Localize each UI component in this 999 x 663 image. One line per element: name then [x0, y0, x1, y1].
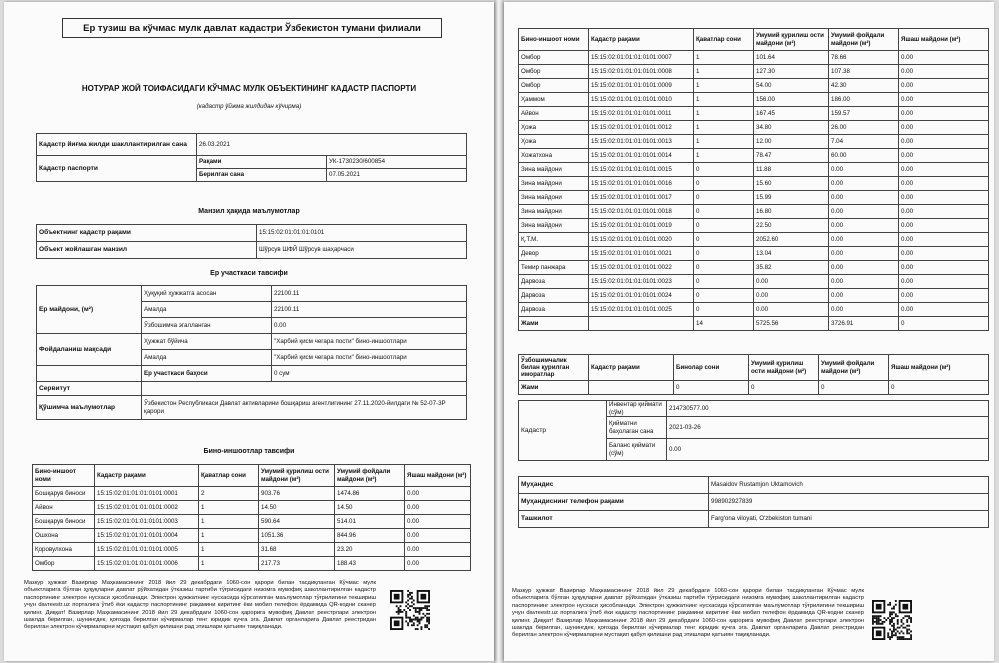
passport-page-left — [4, 2, 494, 661]
unauth-header-0: Ўзбошимчалик билан қурилган иморатлар — [519, 355, 589, 381]
building-cell: Ҳаммом — [519, 93, 589, 107]
qr-code-icon — [872, 600, 912, 640]
building-cell: 15:15:02:01:01:01:0101:0006 — [95, 557, 199, 571]
building-cell: 1 — [694, 51, 754, 65]
unauth-total-cell: 0 — [749, 381, 819, 395]
building-cell: Темир панжара — [519, 261, 589, 275]
land-use-label: Фойдаланиш мақсади — [37, 334, 142, 366]
building-cell: 23.20 — [335, 543, 405, 557]
table-row — [519, 163, 989, 177]
building-cell: 0.00 — [405, 515, 471, 529]
building-cell: Омбор — [33, 557, 95, 571]
cadastre-number-label: Объектнинг кадастр рақами — [37, 225, 257, 242]
building-cell: 0 — [694, 233, 754, 247]
land-value-label: Ер участкаси баҳоси — [142, 366, 272, 382]
building-cell: 15:15:02:01:01:01:0101:0016 — [589, 177, 694, 191]
buildings-right-header-1: Кадастр рақами — [589, 29, 694, 51]
building-cell: Дарвоза — [519, 289, 589, 303]
building-cell: 167.45 — [754, 107, 829, 121]
buildings-left-header-0: Бино-иншоот номи — [33, 465, 95, 487]
land-use-doc-value: "Харбий қисм чегара пости" бино-иншоотлари — [272, 334, 467, 350]
building-cell: 1 — [199, 515, 259, 529]
inventory-value: 214730577.00 — [667, 401, 989, 417]
land-actual-value: 22100.11 — [272, 302, 467, 318]
cadastre-value-label: Кадастр — [519, 401, 607, 461]
building-cell: Ошхона — [33, 529, 95, 543]
building-cell: 0.00 — [829, 289, 899, 303]
table-row — [519, 261, 989, 275]
table-row — [519, 65, 989, 79]
unauth-header-1: Кадастр рақами — [589, 355, 674, 381]
building-cell: 0.00 — [899, 247, 989, 261]
building-cell: 0 — [694, 205, 754, 219]
building-cell: 0.00 — [405, 487, 471, 501]
land-area-label: Ер майдони, (м²) — [37, 286, 142, 334]
building-cell: 159.57 — [829, 107, 899, 121]
building-cell: 217.73 — [259, 557, 335, 571]
total-cell: 14 — [694, 317, 754, 331]
land-table — [36, 285, 467, 420]
engineer-table — [518, 476, 989, 528]
building-cell: 12.00 — [754, 135, 829, 149]
building-cell: 0.00 — [829, 219, 899, 233]
buildings-left-header-3: Умумий қурилиш ости майдони (м²) — [259, 465, 335, 487]
building-cell: Ҳожа — [519, 121, 589, 135]
total-cell: Жами — [519, 317, 589, 331]
building-cell: Зина майдони — [519, 205, 589, 219]
building-cell: 0 — [694, 191, 754, 205]
building-cell: 1 — [694, 107, 754, 121]
building-cell: 15:15:02:01:01:01:0101:0015 — [589, 163, 694, 177]
buildings-left-header-1: Кадастр рақами — [95, 465, 199, 487]
land-docs-label: Ҳуқуқий ҳужжатга асосан — [142, 286, 272, 302]
building-cell: 16.80 — [754, 205, 829, 219]
building-cell: 590.64 — [259, 515, 335, 529]
building-cell: 0.00 — [829, 177, 899, 191]
building-cell: 15:15:02:01:01:01:0101:0007 — [589, 51, 694, 65]
building-cell: 0.00 — [899, 177, 989, 191]
table-row — [519, 191, 989, 205]
building-cell: 78.47 — [754, 149, 829, 163]
building-cell: 0.00 — [899, 121, 989, 135]
building-cell: 188.43 — [335, 557, 405, 571]
passport-issued-value: 07.05.2021 — [327, 169, 467, 182]
building-cell: Омбор — [519, 79, 589, 93]
balance-value-label: Баланс қиймати (сўм) — [607, 439, 667, 461]
building-cell: Дарвоза — [519, 303, 589, 317]
building-cell: 156.00 — [754, 93, 829, 107]
building-cell: 0.00 — [829, 275, 899, 289]
unauth-header-3: Умумий қурилиш ости майдони (м²) — [749, 355, 819, 381]
table-row — [519, 205, 989, 219]
total-cell: 0 — [899, 317, 989, 331]
engineer-phone-value: 998902927839 — [709, 494, 989, 511]
building-cell: 15:15:02:01:01:01:0101:0023 — [589, 275, 694, 289]
passport-page-right — [504, 2, 994, 661]
building-cell: 22.50 — [754, 219, 829, 233]
building-cell: 101.64 — [754, 51, 829, 65]
building-cell: 1 — [694, 65, 754, 79]
object-address-label: Объект жойлашган манзил — [37, 242, 257, 259]
registration-table — [36, 133, 467, 182]
building-cell: 15:15:02:01:01:01:0101:0018 — [589, 205, 694, 219]
passport-number-label: Рақами — [197, 156, 327, 169]
buildings-right-header-2: Қаватлар сони — [694, 29, 754, 51]
buildings-table-left — [32, 464, 471, 571]
building-cell: 0.00 — [899, 79, 989, 93]
building-cell: 15.60 — [754, 177, 829, 191]
building-cell: 15:15:02:01:01:01:0101:0013 — [589, 135, 694, 149]
building-cell: Зина майдони — [519, 177, 589, 191]
building-cell: 0 — [694, 261, 754, 275]
building-cell: 0 — [694, 275, 754, 289]
building-cell: 15:15:02:01:01:01:0101:0021 — [589, 247, 694, 261]
building-cell: 1 — [199, 557, 259, 571]
building-cell: 0.00 — [829, 233, 899, 247]
buildings-right-header-3: Умумий қурилиш ости майдони (м²) — [754, 29, 829, 51]
table-row — [33, 557, 471, 571]
land-value-value: 0 сум — [272, 366, 467, 382]
building-cell: 0.00 — [899, 65, 989, 79]
qr-code-icon — [390, 590, 430, 630]
building-cell: Зина майдони — [519, 163, 589, 177]
building-cell: 844.96 — [335, 529, 405, 543]
land-actual-label: Амалда — [142, 302, 272, 318]
building-cell: 0 — [694, 163, 754, 177]
building-cell: 1 — [694, 135, 754, 149]
building-cell: Омбор — [519, 65, 589, 79]
passport-number-value: УК-1730230/600854 — [327, 156, 467, 169]
buildings-section-title: Бино-иншоотлар тавсифи — [203, 448, 295, 455]
balance-value: 0.00 — [667, 439, 989, 461]
table-row — [519, 247, 989, 261]
buildings-table-right — [518, 28, 989, 331]
valuation-date-label: Қийматни баҳолаган сана — [607, 417, 667, 439]
building-cell: 15:15:02:01:01:01:0101:0017 — [589, 191, 694, 205]
building-cell: 0 — [694, 177, 754, 191]
total-cell: 3726.91 — [829, 317, 899, 331]
buildings-total-row — [519, 317, 989, 331]
building-cell: 15:15:02:01:01:01:0101:0025 — [589, 303, 694, 317]
building-cell: 0 — [694, 303, 754, 317]
building-cell: 42.30 — [829, 79, 899, 93]
building-cell: 903.76 — [259, 487, 335, 501]
unauth-total-cell: 0 — [674, 381, 749, 395]
building-cell: 14.50 — [259, 501, 335, 515]
building-cell: 15:15:02:01:01:01:0101:0010 — [589, 93, 694, 107]
building-cell: 15:15:02:01:01:01:0101:0003 — [95, 515, 199, 529]
buildings-left-header-5: Яшаш майдони (м²) — [405, 465, 471, 487]
table-row — [33, 515, 471, 529]
building-cell: Қ.Т.М. — [519, 233, 589, 247]
building-cell: 26.00 — [829, 121, 899, 135]
table-row — [519, 149, 989, 163]
table-row — [519, 93, 989, 107]
unauth-total-cell: 0 — [819, 381, 889, 395]
engineer-name-label: Муҳандис — [519, 477, 709, 494]
inventory-value-label: Инвентар қиймати (сўм) — [607, 401, 667, 417]
building-cell: 0.00 — [829, 205, 899, 219]
building-cell: 1 — [199, 529, 259, 543]
building-cell: Ҳожа — [519, 135, 589, 149]
building-cell: 0.00 — [899, 261, 989, 275]
building-cell: 1 — [694, 149, 754, 163]
engineer-name-value: Masaidov Rustamjon Uktamovich — [709, 477, 989, 494]
building-cell: 0.00 — [754, 275, 829, 289]
book-gutter — [494, 0, 504, 663]
table-row — [519, 219, 989, 233]
building-cell: 0.00 — [899, 303, 989, 317]
building-cell: 15:15:02:01:01:01:0101:0014 — [589, 149, 694, 163]
table-row — [519, 177, 989, 191]
valuation-date-value: 2021-03-26 — [667, 417, 989, 439]
building-cell: 0.00 — [405, 543, 471, 557]
building-cell: 0.00 — [899, 149, 989, 163]
building-cell: 1 — [694, 79, 754, 93]
building-cell: 54.00 — [754, 79, 829, 93]
unauth-total-cell: Жами — [519, 381, 589, 395]
extra-info-label: Қўшимча маълумотлар — [37, 396, 142, 420]
building-cell: 0.00 — [899, 289, 989, 303]
buildings-left-header-4: Умумий фойдали майдони (м²) — [335, 465, 405, 487]
passport-title: НОТУРАР ЖОЙ ТОИФАСИДАГИ КЎЧМАС МУЛК ОБЪЕКТИНИНГ КАДАСТР ПАСПОРТИ — [81, 84, 417, 93]
building-cell: 15:15:02:01:01:01:0101:0022 — [589, 261, 694, 275]
building-cell: 1 — [199, 543, 259, 557]
building-cell: 34.80 — [754, 121, 829, 135]
total-cell: 5725.56 — [754, 317, 829, 331]
building-cell: Зина майдони — [519, 219, 589, 233]
buildings-right-header-4: Умумий фойдали майдони (м²) — [829, 29, 899, 51]
building-cell: 0.00 — [754, 289, 829, 303]
land-unauth-value: 0.00 — [272, 318, 467, 334]
land-use-actual-label: Амалда — [142, 350, 272, 366]
table-row — [519, 233, 989, 247]
building-cell: 0 — [694, 247, 754, 261]
building-cell: 2 — [199, 487, 259, 501]
building-cell: 15:15:02:01:01:01:0101:0008 — [589, 65, 694, 79]
building-cell: 15.99 — [754, 191, 829, 205]
footer-note-left: Мазкур ҳужжат Вазирлар Маҳкамасининг 2018 йил 29 декабрдаги 1060-сон қарори билан тасдиқланган Кўчмас мулк объектларига бўлган ҳуқуқларни давлат рўйхатидан ўтказиш тартиби тўғрисидаги низомга мувофиқ шакллантирилган кадастр паспортининг электрон нусхаси ҳисобланади. Электрон ҳужжатнинг нусхасида кўрсатилган маълумотлар тўғрилигини текшириш учун davreestr.uz порталига ўтиб ёки кадастр паспортининг рақамини киритинг ёки мобил телефон ёрдамида QR-кодни сканер қилинг. Диққат! Вазирлар Маҳкамасининг 2018 йил 29 декабрдаги 1060-сон қарорига мувофиқ Давлат реестрлари электрон шаклда берилган, шунингдек, қоғозда берилган кўчирмалар тенг юридик кучга эга. Давлат органларига Давлат реестридан берилган электрон кўчирмаларни мустақил қабул қилишни рад этишлари қатъиян тақиқланади. — [24, 580, 376, 631]
building-cell: 1 — [199, 501, 259, 515]
unauthorized-buildings-table — [518, 354, 989, 395]
unauth-header-4: Умумий фойдали майдони (м²) — [819, 355, 889, 381]
unauth-total-cell — [589, 381, 674, 395]
passport-subtitle: (кадастр ўйжма жилдидан кўчирма) — [196, 103, 302, 110]
unauth-header-5: Яшаш майдони (м²) — [889, 355, 989, 381]
reg-date-label: Кадастр йиғма жилди шакллантирилган сана — [37, 134, 197, 156]
building-cell: 0.00 — [405, 557, 471, 571]
total-cell — [589, 317, 694, 331]
building-cell: 1474.86 — [335, 487, 405, 501]
building-cell: Зина майдони — [519, 191, 589, 205]
table-row — [33, 529, 471, 543]
building-cell: 15:15:02:01:01:01:0101:0005 — [95, 543, 199, 557]
building-cell: 15:15:02:01:01:01:0101:0004 — [95, 529, 199, 543]
building-cell: 15:15:02:01:01:01:0101:0009 — [589, 79, 694, 93]
building-cell: 15:15:02:01:01:01:0101:0012 — [589, 121, 694, 135]
building-cell: 186.00 — [829, 93, 899, 107]
table-row — [519, 51, 989, 65]
building-cell: 0.00 — [829, 261, 899, 275]
building-cell: 514.01 — [335, 515, 405, 529]
table-row — [519, 135, 989, 149]
reg-date-value: 26.03.2021 — [197, 134, 467, 156]
building-cell: 11.88 — [754, 163, 829, 177]
building-cell: Хожатхона — [519, 149, 589, 163]
table-row — [33, 487, 471, 501]
building-cell: 13.04 — [754, 247, 829, 261]
building-cell: 15:15:02:01:01:01:0101:0024 — [589, 289, 694, 303]
building-cell: 2052.60 — [754, 233, 829, 247]
buildings-left-header-2: Қаватлар сони — [199, 465, 259, 487]
building-cell: 0.00 — [899, 205, 989, 219]
building-cell: 0.00 — [754, 303, 829, 317]
servitude-label: Сервитут — [37, 382, 142, 396]
table-row — [519, 107, 989, 121]
building-cell: Омбор — [519, 51, 589, 65]
building-cell: 7.04 — [829, 135, 899, 149]
building-cell: 15:15:02:01:01:01:0101:0002 — [95, 501, 199, 515]
table-row — [519, 121, 989, 135]
building-cell: 1051.36 — [259, 529, 335, 543]
building-cell: 15:15:02:01:01:01:0101:0001 — [95, 487, 199, 501]
building-cell: 0.00 — [899, 163, 989, 177]
building-cell: 0.00 — [899, 93, 989, 107]
buildings-right-header-5: Яшаш майдони (м²) — [899, 29, 989, 51]
building-cell: 1 — [694, 121, 754, 135]
land-use-doc-label: Ҳужжат бўйича — [142, 334, 272, 350]
building-cell: 0.00 — [899, 191, 989, 205]
address-table — [36, 224, 467, 259]
passport-label: Кадастр паспорти — [37, 156, 197, 182]
table-row — [33, 501, 471, 515]
building-cell: 1 — [694, 93, 754, 107]
building-cell: 127.30 — [754, 65, 829, 79]
building-cell: 60.00 — [829, 149, 899, 163]
building-cell: 78.66 — [829, 51, 899, 65]
building-cell: 0.00 — [829, 303, 899, 317]
extra-info-value: Ўзбекистон Республикаси Давлат активларини бошқариш агентлигининг 27.11.2020-йилдаги № 52-07-3Р қарори — [142, 396, 467, 420]
building-cell: 0.00 — [899, 275, 989, 289]
building-cell: Бошқарув биноси — [33, 515, 95, 529]
building-cell: 0.00 — [405, 501, 471, 515]
building-cell: Девор — [519, 247, 589, 261]
building-cell: 35.82 — [754, 261, 829, 275]
building-cell: Бошқарув биноси — [33, 487, 95, 501]
land-use-actual-value: "Харбий қисм чегара пости" бино-иншоотлари — [272, 350, 467, 366]
building-cell: 15:15:02:01:01:01:0101:0020 — [589, 233, 694, 247]
building-cell: 0 — [694, 289, 754, 303]
building-cell: 0.00 — [899, 51, 989, 65]
table-row — [519, 275, 989, 289]
building-cell: 0.00 — [829, 191, 899, 205]
table-row — [519, 79, 989, 93]
land-unauth-label: Ўзбошимча эгалланган — [142, 318, 272, 334]
building-cell: Дарвоза — [519, 275, 589, 289]
buildings-right-header-0: Бино-иншоот номи — [519, 29, 589, 51]
building-cell: 0.00 — [829, 163, 899, 177]
building-cell: 15:15:02:01:01:01:0101:0019 — [589, 219, 694, 233]
passport-issued-label: Берилган сана — [197, 169, 327, 182]
organization-label: Ташкилот — [519, 511, 709, 528]
building-cell: 0.00 — [899, 107, 989, 121]
building-cell: 0.00 — [405, 529, 471, 543]
address-section-title: Манзил ҳақида маълумотлар — [198, 208, 300, 215]
unauth-total-cell: 0 — [889, 381, 989, 395]
building-cell: Қоровулхона — [33, 543, 95, 557]
building-cell: 107.38 — [829, 65, 899, 79]
engineer-phone-label: Муҳандиснинг телефон рақами — [519, 494, 709, 511]
land-docs-value: 22100.11 — [272, 286, 467, 302]
cadastre-number-value: 15:15:02:01:01:01:0101 — [257, 225, 467, 242]
building-cell: 0.00 — [829, 247, 899, 261]
table-row — [519, 303, 989, 317]
building-cell: 14.50 — [335, 501, 405, 515]
building-cell: 0.00 — [899, 135, 989, 149]
building-cell: 0.00 — [899, 233, 989, 247]
building-cell: 31.68 — [259, 543, 335, 557]
table-row — [519, 289, 989, 303]
organization-value: Farg'ona viloyati, O'zbekiston tumani — [709, 511, 989, 528]
cadastre-value-table — [518, 400, 989, 461]
table-row — [33, 543, 471, 557]
unauth-header-2: Бинолар сони — [674, 355, 749, 381]
building-cell: Айвон — [33, 501, 95, 515]
branch-title: Ер тузиш ва кўчмас мулк давлат кадастри Ўзбекистон тумани филиали — [83, 23, 421, 34]
object-address-value: Шўрсув ШФЙ Шўрсув шаҳарчаси — [257, 242, 467, 259]
land-section-title: Ер участкаси тавсифи — [210, 270, 288, 277]
building-cell: Айвон — [519, 107, 589, 121]
building-cell: 0.00 — [899, 219, 989, 233]
footer-note-right: Мазкур ҳужжат Вазирлар Маҳкамасининг 2018 йил 29 декабрдаги 1060-сон қарори билан тасдиқланган Кўчмас мулк объектларига бўлган ҳуқуқларни давлат рўйхатидан ўтказиш тартиби тўғрисидаги низомга мувофиқ шакллантирилган кадастр паспортининг электрон нусхаси ҳисобланади. Электрон ҳужжатнинг нусхасида кўрсатилган маълумотлар тўғрилигини текшириш учун davreestr.uz порталига ўтиб ёки кадастр паспортининг рақамини киритинг ёки мобил телефон ёрдамида QR-кодни сканер қилинг. Диққат! Вазирлар Маҳкамасининг 2018 йил 29 декабрдаги 1060-сон қарорига мувофиқ Давлат реестрлари электрон шаклда берилган, шунингдек, қоғозда берилган кўчирмалар тенг юридик кучга эга. Давлат органларига Давлат реестридан берилган электрон кўчирмаларни мустақил қабул қилишни рад этишлари қатъиян тақиқланади. — [512, 588, 864, 639]
building-cell: 15:15:02:01:01:01:0101:0011 — [589, 107, 694, 121]
building-cell: 0 — [694, 219, 754, 233]
